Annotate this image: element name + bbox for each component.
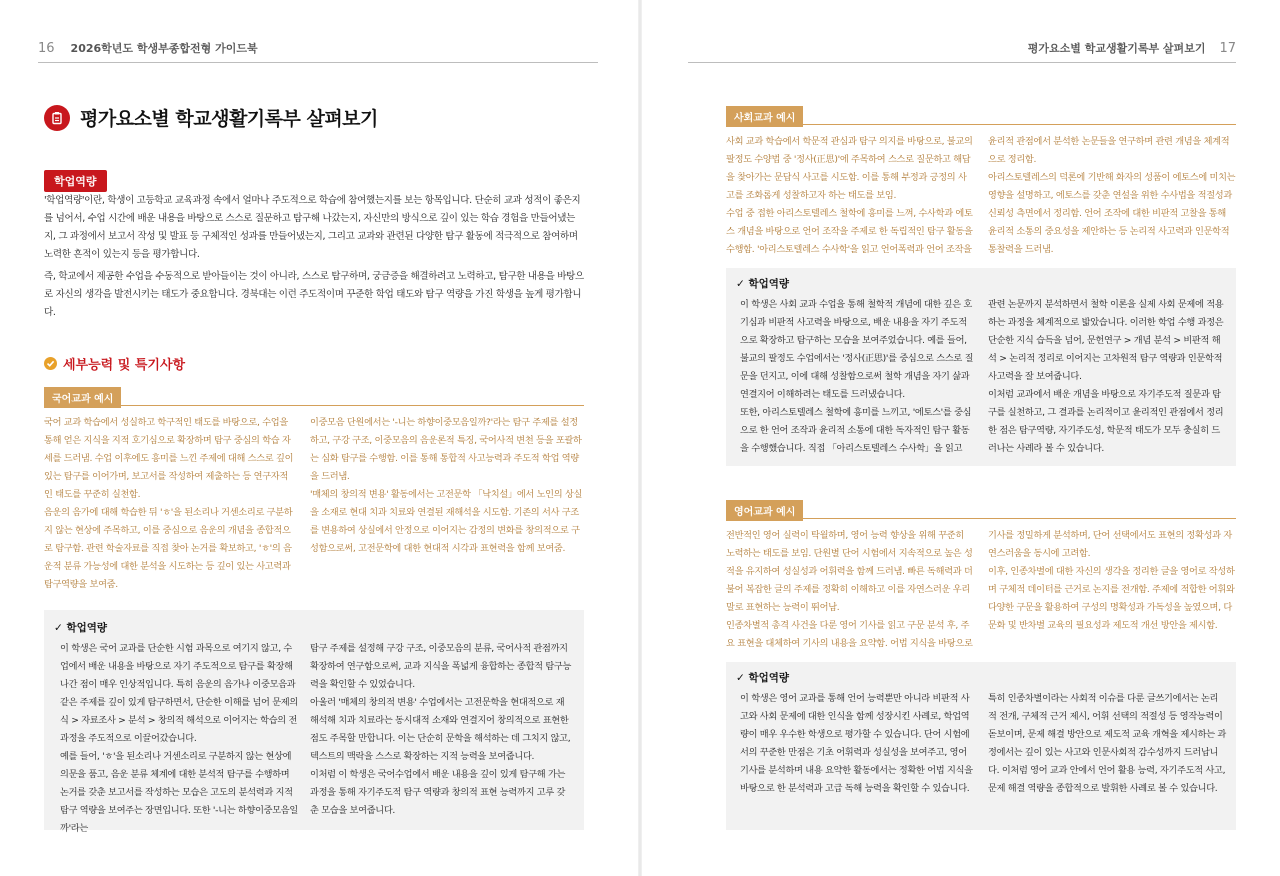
checkmark-icon: ✓ — [54, 622, 63, 634]
right-header-rule — [688, 62, 1236, 63]
check-circle-icon — [44, 357, 57, 370]
korean-box-col1: 이 학생은 국어 교과를 단순한 시험 과목으로 여기지 않고, 수업에서 배운 내용을 바탕으로 자기 주도적으로 탐구를 확장해 나간 점이 매우 인상적입니다. 특히 음운의 음가나 이중모음과 같은 주제를 깊이 있게 탐구하면서, 단순한 이해를 넘어 문제의식 > 자료조사 > 분석 > 창의적 해석으로 이어지는 학습의 전 과정을 주도적으로 이끌어갔습니다. 예를 들어, 'ㅎ'을 된소리나 거센소리로 구분하지 않는 현상에 의문을 품고, 음운 분류 체계에 대한 분석적 탐구를 수행하며 논거를 갖춘 보고서를 작성하는 모습은 고도의 분석력과 지적 탐구 역량을 보여주는 장면입니다. 또한 '-니는 하향이중모음일까'라는 — [60, 643, 298, 834]
intro-paragraph-2: 즉, 학교에서 제공한 수업을 수동적으로 받아들이는 것이 아니라, 스스로 탐구하며, 궁금증을 해결하려고 노력하고, 탐구한 내용을 바탕으로 자신의 생각을 발전시키는 태도가 중요합니다. 경북대는 이런 주도적이며 꾸준한 학업 태도와 탐구 역량을 가진 학생을 높게 평가합니다. — [44, 271, 584, 318]
korean-box-col2: 탐구 주제를 설정해 구강 구조, 이중모음의 분류, 국어사적 관점까지 확장하여 연구함으로써, 교과 지식을 폭넓게 융합하는 종합적 탐구능력을 확인할 수 있었습니다. 아울러 '매체의 창의적 변용' 수업에서는 고전문학을 현대적으로 재해석해 치과 치료라는 동시대적 소재와 연결지어 창의적으로 표현한 점도 주목할 만합니다. 이는 단순히 문학을 해석하는 데 그치지 않고, 텍스트의 맥락을 스스로 확장하는 지적 능력을 보여줍니다. 이처럼 이 학생은 국어수업에서 배운 내용을 깊이 있게 탐구해 가는 과정을 통해 자기주도적 탐구 역량과 창의적 표현 능력까지 고루 갖춘 모습을 보여줍니다. — [310, 643, 572, 816]
checkmark-icon: ✓ — [736, 672, 745, 684]
page-title: 평가요소별 학교생활기록부 살펴보기 — [80, 108, 378, 130]
main-title-block — [44, 104, 378, 131]
left-header-rule — [38, 62, 598, 63]
right-header-title: 평가요소별 학교생활기록부 살펴보기 — [1027, 42, 1206, 55]
intro-paragraph-1: '학업역량'이란, 학생이 고등학교 교육과정 속에서 얼마나 주도적으로 학습에 참여했는지를 보는 항목입니다. 단순히 교과 성적이 좋은지를 넘어서, 수업 시간에 배운 내용을 바탕으로 스스로 질문하고 탐구해 나갔는지, 자신만의 방식으로 깊이 있는 학습 경험을 만들어냈는지, 그 과정에서 보고서 작성 및 발표 등 구체적인 성과를 만들어냈는지, 그리고 교과와 관련된 다양한 탐구 활동에 적극적으로 참여하며 노력한 흔적이 있는지 등을 평가합니다. — [44, 195, 581, 260]
social-label-rule — [726, 124, 1236, 125]
subsection-heading — [44, 354, 185, 373]
english-label-rule — [726, 518, 1236, 519]
korean-box-heading — [54, 620, 107, 635]
english-box-col1: 이 학생은 영어 교과를 통해 언어 능력뿐만 아니라 비판적 사고와 사회 문제에 대한 인식을 함께 성장시킨 사례로, 학업역량이 매우 우수한 학생으로 평가할 수 있습니다. 단어 시험에서의 꾸준한 만점은 기초 어휘력과 성실성을 보여주고, 영어 기사를 분석하며 내용 요약한 활동에서는 정확한 어법 지식을 바탕으로 한 분석력과 고급 독해 능력을 확인할 수 있습니다. — [740, 693, 973, 794]
left-running-head — [38, 40, 258, 56]
right-running-head — [1028, 40, 1236, 56]
left-page-number: 16 — [38, 41, 55, 56]
social-box-col2: 관련 논문까지 분석하면서 철학 이론을 실제 사회 문제에 적용하는 과정을 체계적으로 밟았습니다. 이러한 학업 수행 과정은 단순한 지식 습득을 넘어, 문헌연구 > 개념 분석 > 비판적 해석 > 논리적 정리로 이어지는 고차원적 탐구 역량과 인문학적 사고력을 잘 보여줍니다. 이처럼 교과에서 배운 개념을 바탕으로 자기주도적 질문과 탐구를 실천하고, 그 결과를 논리적이고 윤리적인 관점에서 정리한 점은 탐구역량, 자기주도성, 학문적 태도가 모두 충실히 드러나는 사례라 볼 수 있습니다. — [988, 299, 1224, 454]
english-box-col2: 특히 인종차별이라는 사회적 이슈를 다룬 글쓰기에서는 논리적 전개, 구체적 근거 제시, 어휘 선택의 적절성 등 영작능력이 돋보이며, 문제 해결 방안으로 제도적 교육 개혁을 제시하는 과정에서는 깊이 있는 사고와 인문사회적 감수성까지 드러납니다. 이처럼 영어 교과 안에서 언어 활용 능력, 자기주도적 사고, 문제 해결 역량을 종합적으로 발휘한 사례로 볼 수 있습니다. — [988, 693, 1226, 794]
korean-example-col1: 국어 교과 학습에서 성실하고 학구적인 태도를 바탕으로, 수업을 통해 얻은 지식을 지적 호기심으로 확장하며 탐구 중심의 학습 자세를 드러냄. 수업 이후에도 흥미를 느낀 주제에 대해 스스로 깊이 있는 탐구를 이어가며, 보고서를 작성하여 제출하는 등 연구자적인 태도를 꾸준히 실천함. 음운의 음가에 대해 학습한 뒤 'ㅎ'을 된소리나 거센소리로 구분하지 않는 현상에 주목하고, 이를 중심으로 음운의 개념을 종합적으로 탐구함. 관련 학술자료를 직접 찾아 논거를 확보하고, 'ㅎ'의 음운적 분류 가능성에 대한 분석을 시도하는 등 깊이 있는 사고력과 탐구역량을 보여줌. — [44, 417, 294, 590]
english-box-title: 학업역량 — [748, 672, 790, 684]
korean-example-label: 국어교과 예시 — [44, 387, 121, 408]
english-example-label: 영어교과 예시 — [726, 500, 803, 521]
korean-example-col2: 이중모음 단원에서는 '-니는 하향이중모음일까?'라는 탐구 주제를 설정하고, 구강 구조, 이중모음의 음운론적 특징, 국어사적 변천 등을 포괄하는 심화 탐구를 수행함. 이를 통해 통합적 사고능력과 주도적 학업 역량을 드러냄. '매체의 창의적 변용' 활동에서는 고전문학 「낙치설」에서 노인의 상실을 소재로 현대 치과 치료와 연결된 재해석을 시도함. 기존의 서사 구조를 변용하여 상실에서 안정으로 이어지는 감정의 변화를 창의적으로 구성함으로써, 고전문학에 대한 현대적 시각과 표현력을 함께 보여줌. — [310, 417, 583, 554]
social-example-col1: 사회 교과 학습에서 학문적 관심과 탐구 의지를 바탕으로, 불교의 팔정도 수양법 중 '정사(正思)'에 주목하여 스스로 질문하고 해답을 찾아가는 문답식 사고를 시도함. 이를 통해 부정과 긍정의 사고를 조화롭게 성찰하고자 하는 태도를 보임. 수업 중 접한 아리스토텔레스 철학에 흥미를 느껴, 수사학과 에토스 개념을 바탕으로 언어 조작을 주제로 한 독립적인 탐구 활동을 수행함. '아리스토텔레스 수사학'을 읽고 언어폭력과 언어 조작을 — [726, 136, 973, 255]
korean-label-rule — [44, 405, 584, 406]
korean-box-title: 학업역량 — [66, 622, 108, 634]
right-page-number: 17 — [1219, 41, 1236, 56]
social-example-col2: 윤리적 관점에서 분석한 논문들을 연구하며 관련 개념을 체계적으로 정리함. 아리스토텔레스의 덕론에 기반해 화자의 성품이 에토스에 미치는 영향을 설명하고, 에토스를 갖춘 연설을 위한 수사법을 적절성과 신뢰성 측면에서 정리함. 언어 조작에 대한 비판적 고찰을 통해 윤리적 소통의 중요성을 제안하는 등 논리적 사고력과 인문학적 통찰력을 드러냄. — [988, 136, 1236, 255]
left-header-title: 2026학년도 학생부종합전형 가이드북 — [70, 42, 258, 55]
social-example-label: 사회교과 예시 — [726, 106, 803, 127]
checkmark-icon: ✓ — [736, 278, 745, 290]
english-example-col2: 기사를 정밀하게 분석하며, 단어 선택에서도 표현의 정확성과 자연스러움을 동시에 고려함. 이후, 인종차별에 대한 자신의 생각을 정리한 글을 영어로 작성하며 구체적 데이터를 근거로 논지를 전개함. 주제에 적합한 어휘와 다양한 구문을 활용하여 구성의 명확성과 가독성을 높였으며, 다문화 및 반차별 교육의 필요성과 제도적 개선 방안을 제시함. — [988, 530, 1235, 631]
clipboard-icon — [44, 105, 70, 131]
english-box-heading — [736, 670, 789, 685]
right-page — [640, 0, 1280, 876]
subsection-title: 세부능력 및 특기사항 — [63, 358, 186, 373]
social-box-title: 학업역량 — [748, 278, 790, 290]
social-box-heading — [736, 276, 789, 291]
section-label-academic: 학업역량 — [44, 170, 107, 192]
social-box-col1: 이 학생은 사회 교과 수업을 통해 철학적 개념에 대한 깊은 호기심과 비판적 사고력을 바탕으로, 배운 내용을 자기 주도적으로 확장하고 탐구하는 모습을 보여주었습니다. 예를 들어, 불교의 팔정도 수업에서는 '정사(正思)'를 중심으로 스스로 질문을 던지고, 이에 대해 성찰함으로써 철학 개념을 자기 삶과 연결지어 이해하려는 태도를 드러냈습니다. 또한, 아리스토텔레스 철학에 흥미를 느끼고, '에토스'를 중심으로 한 언어 조작과 윤리적 소통에 대한 독자적인 탐구 활동을 수행했습니다. 직접 「아리스토텔레스 수사학」을 읽고 — [740, 299, 974, 454]
english-example-col1: 전반적인 영어 실력이 탁월하며, 영어 능력 향상을 위해 꾸준히 노력하는 태도를 보임. 단원별 단어 시험에서 지속적으로 높은 성적을 유지하여 성실성과 어휘력을 함께 드러냄. 빠른 독해력과 더불어 복잡한 글의 주제를 정확히 이해하고 이를 자연스러운 우리말로 표현하는 능력이 뛰어남. 인종차별적 총격 사건을 다룬 영어 기사를 읽고 구문 분석 후, 주요 표현을 대체하여 기사의 내용을 요약함. 어법 지식을 바탕으로 — [726, 530, 973, 649]
